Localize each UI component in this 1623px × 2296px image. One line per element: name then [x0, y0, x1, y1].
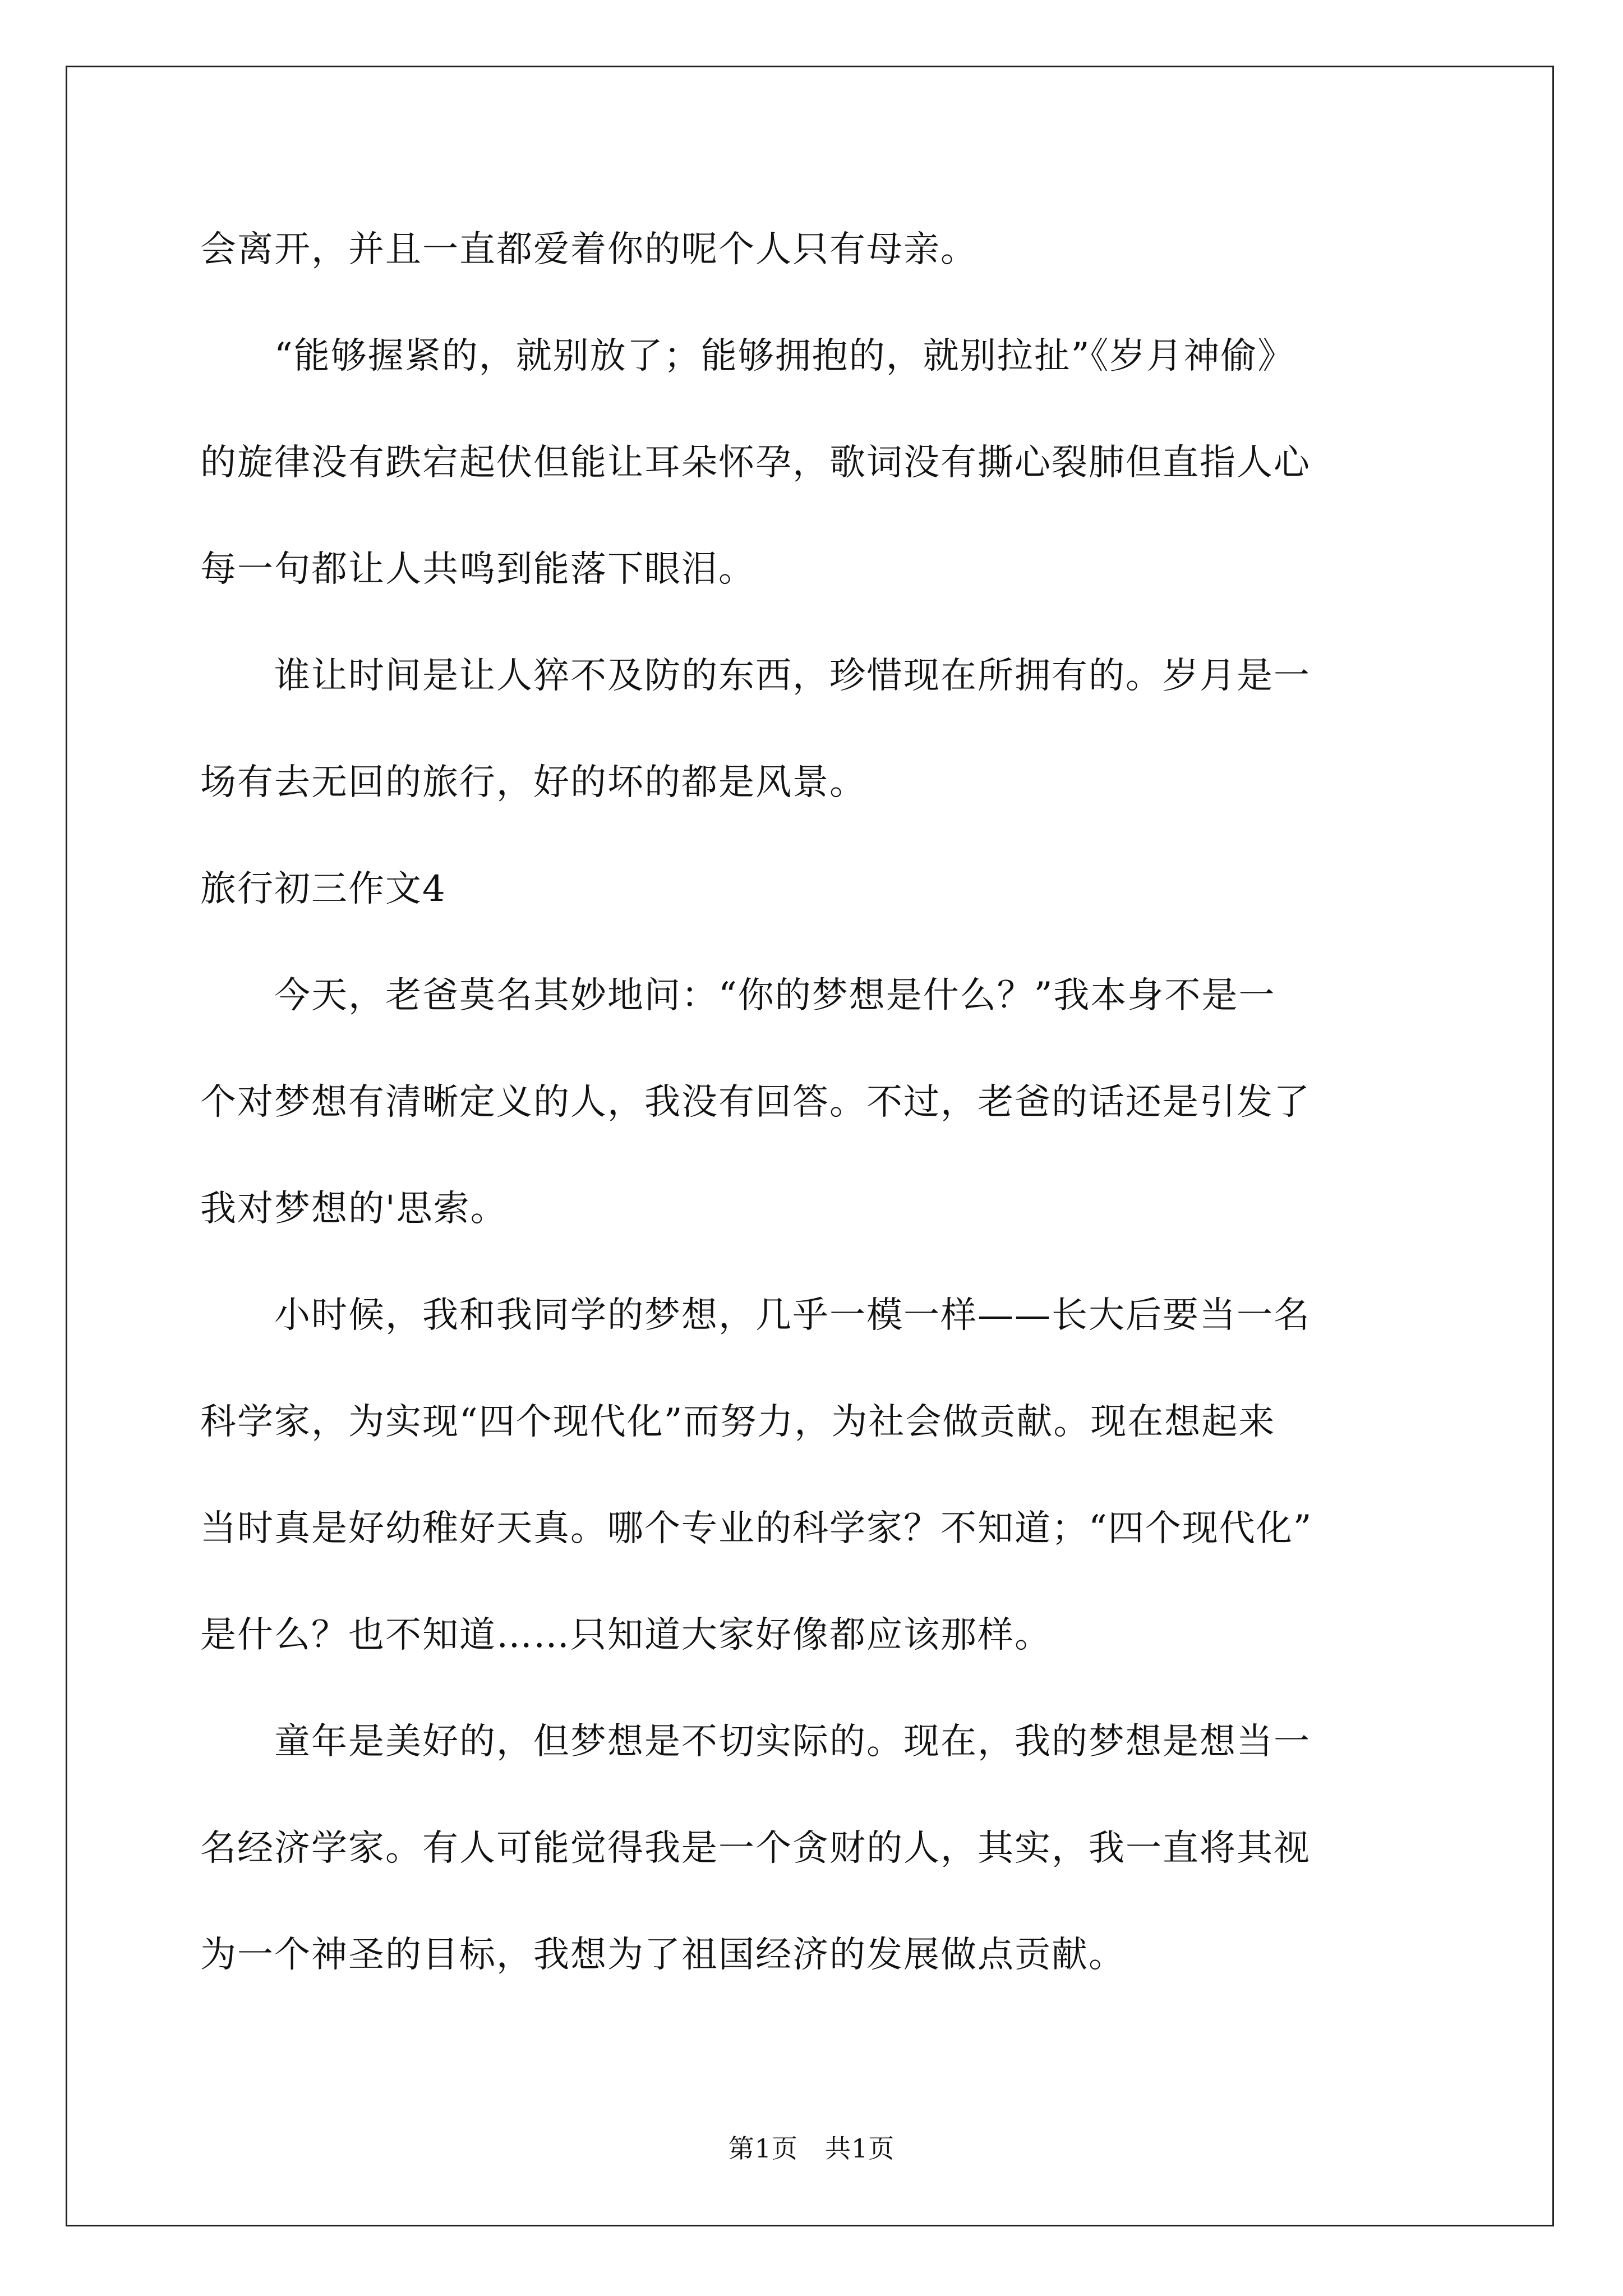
text-line: 当时真是好幼稚好天真。哪个专业的科学家？不知道；“四个现代化” — [200, 1508, 1313, 1549]
text-line: 名经济学家。有人可能觉得我是一个贪财的人，其实，我一直将其视 — [200, 1828, 1311, 1869]
text-line: 我对梦想的'思索。 — [200, 1188, 508, 1230]
text-line: 的旋律没有跌宕起伏但能让耳朵怀孕，歌词没有撕心裂肺但直指人心 — [200, 442, 1311, 484]
text-line: 谁让时间是让人猝不及防的东西，珍惜现在所拥有的。岁月是一 — [200, 655, 1311, 697]
page-border — [66, 66, 1554, 2226]
text-line: 场有去无回的旅行，好的坏的都是风景。 — [200, 762, 866, 803]
text-line: 个对梦想有清晰定义的人，我没有回答。不过，老爸的话还是引发了 — [200, 1082, 1311, 1123]
text-line: 每一句都让人共鸣到能落下眼泪。 — [200, 549, 755, 590]
text-line: 今天，老爸莫名其妙地问：“你的梦想是什么？”我本身不是一 — [200, 975, 1276, 1016]
section-heading: 旅行初三作文4 — [200, 868, 446, 910]
text-line: 童年是美好的，但梦想是不切实际的。现在，我的梦想是想当一 — [200, 1721, 1311, 1763]
text-line: 是什么？也不知道……只知道大家好像都应该那样。 — [200, 1614, 1052, 1656]
text-line: 小时候，我和我同学的梦想，几乎一模一样——长大后要当一名 — [200, 1295, 1311, 1336]
text-line: “能够握紧的，就别放了；能够拥抱的，就别拉扯”《岁月神偷》 — [200, 335, 1295, 377]
page-number: 第1页 — [728, 2133, 798, 2164]
text-line: 科学家，为实现“四个现代化”而努力，为社会做贡献。现在想起来 — [200, 1401, 1276, 1443]
text-line: 会离开，并且一直都爱着你的呢个人只有母亲。 — [200, 229, 978, 270]
text-line: 为一个神圣的目标，我想为了祖国经济的发展做点贡献。 — [200, 1934, 1126, 1976]
page-footer — [0, 2132, 1623, 2165]
page-total: 共1页 — [825, 2133, 895, 2164]
